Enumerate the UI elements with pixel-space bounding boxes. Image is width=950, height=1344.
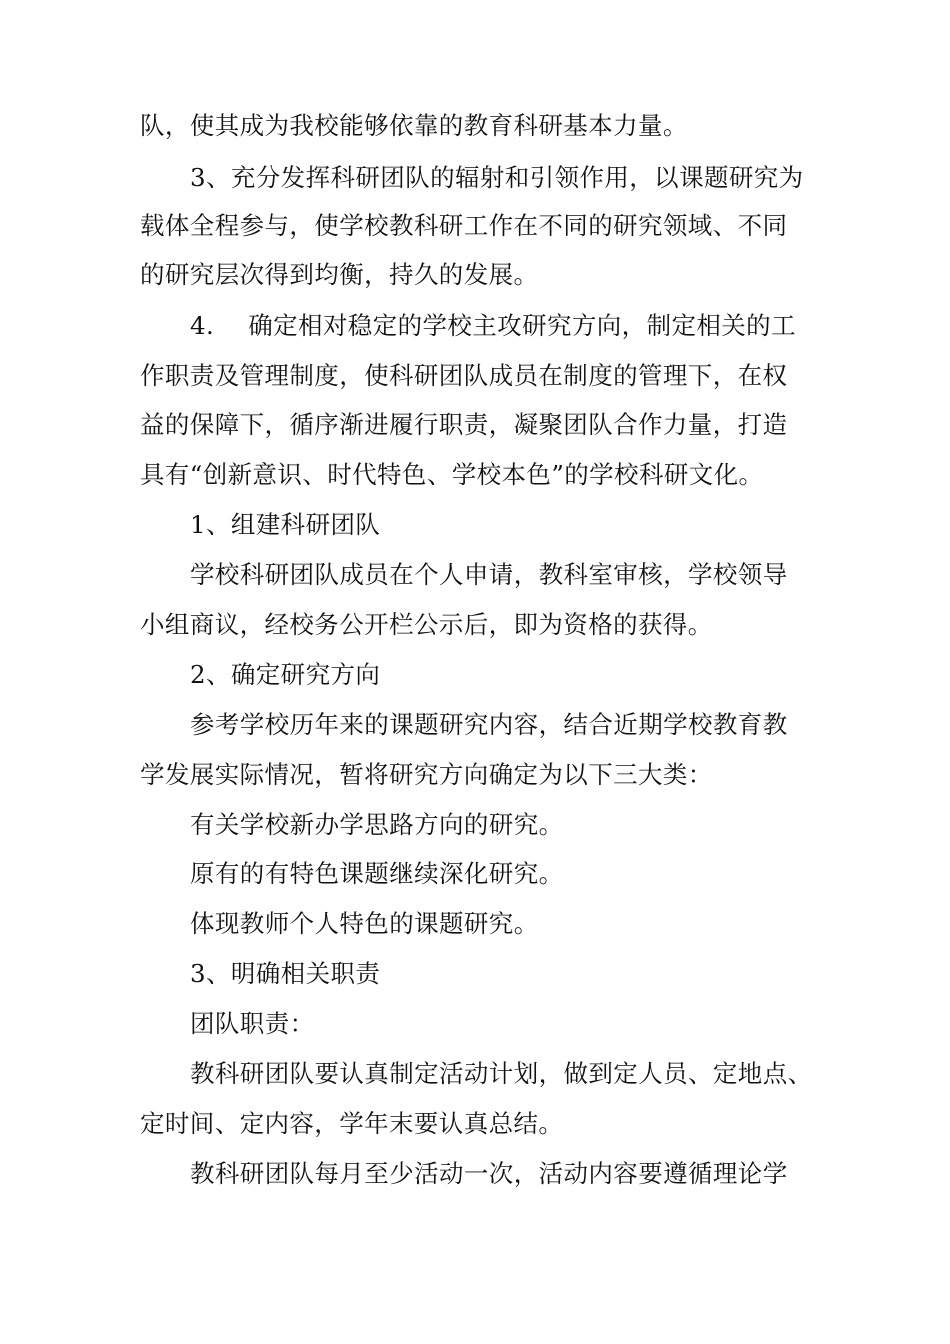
paragraph-line: 载体全程参与，使学校教科研工作在不同的研究领域、不同	[140, 211, 788, 240]
paragraph-line: 定时间、定内容，学年末要认真总结。	[140, 1109, 564, 1138]
section-heading: 3、明确相关职责	[190, 959, 381, 988]
paragraph-line: 小组商议，经校务公开栏公示后，即为资格的获得。	[140, 610, 713, 639]
paragraph-line: 的研究层次得到均衡，持久的发展。	[140, 260, 539, 289]
paragraph-line: 学校科研团队成员在个人申请，教科室审核，学校领导	[190, 560, 788, 589]
paragraph-line: 教科研团队要认真制定活动计划，做到定人员、定地点、	[190, 1059, 813, 1088]
paragraph-line: 学发展实际情况，暂将研究方向确定为以下三大类：	[140, 760, 713, 789]
item-text: 确定相对稳定的学校主攻研究方向，制定相关的工	[248, 311, 796, 340]
item-number: 4.	[190, 311, 215, 340]
paragraph-line: 团队职责：	[190, 1009, 315, 1038]
section-heading: 1、组建科研团队	[190, 510, 381, 539]
section-heading: 2、确定研究方向	[190, 660, 381, 689]
paragraph-line: 作职责及管理制度，使科研团队成员在制度的管理下，在权	[140, 361, 788, 390]
paragraph-line: 教科研团队每月至少活动一次，活动内容要遵循理论学	[190, 1159, 788, 1188]
paragraph-line: 3、充分发挥科研团队的辐射和引领作用，以课题研究为	[190, 163, 804, 192]
paragraph-line: 具有“创新意识、时代特色、学校本色”的学校科研文化。	[140, 460, 764, 489]
paragraph-line-numbered	[190, 310, 796, 342]
list-item: 体现教师个人特色的课题研究。	[190, 909, 539, 938]
list-item: 有关学校新办学思路方向的研究。	[190, 810, 564, 839]
paragraph-line: 队，使其成为我校能够依靠的教育科研基本力量。	[140, 111, 688, 140]
list-item: 原有的有特色课题继续深化研究。	[190, 859, 564, 888]
paragraph-line: 参考学校历年来的课题研究内容，结合近期学校教育教	[190, 710, 788, 739]
paragraph-line: 益的保障下，循序渐进履行职责，凝聚团队合作力量，打造	[140, 410, 788, 439]
